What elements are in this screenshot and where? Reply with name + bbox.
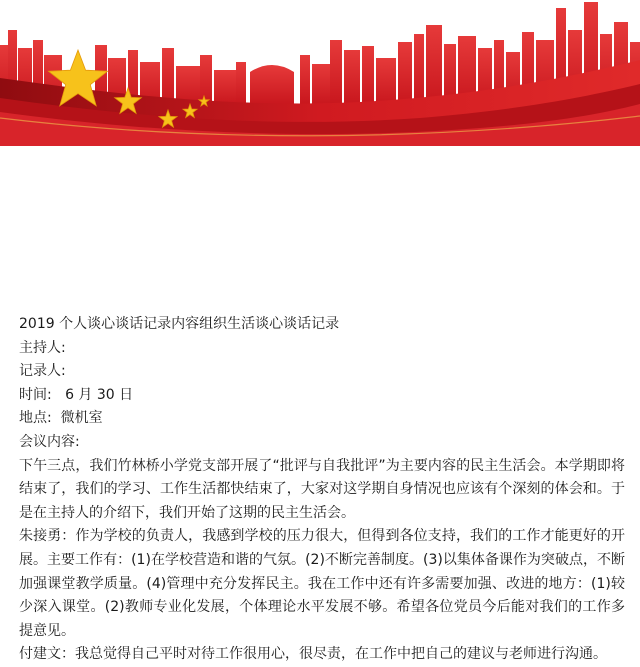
document-body [19, 313, 625, 667]
content-label: 会议内容: [19, 433, 80, 450]
recorder-label: 记录人: [19, 363, 66, 380]
paragraph: 朱接勇：作为学校的负责人，我感到学校的压力很大，但得到各位支持，我们的工作才能更好的开展。主要工作有：(1)在学校营造和谐的气氛。(2)不断完善制度。(3)以集体备课作为突破点，不断加强课堂教学质量。(4)管理中充分发挥民主。我在工作中还有许多需要加强、改进的地方：(1)较少深入课堂。(2)教师专业化发展，个体理论水平发展不够。希望各位党员今后能对我们的工作多提意见。 [19, 528, 625, 639]
paragraph: 付建文：我总觉得自己平时对待工作很用心，很尽责，在工作中把自己的建议与老师进行沟通。 [19, 646, 607, 663]
time-line: 时间: 6 月 30 日 [19, 386, 134, 403]
place-line: 地点: 微机室 [19, 410, 103, 427]
header-banner [0, 0, 640, 146]
paragraph: 下午三点，我们竹林桥小学党支部开展了“批评与自我批评”为主要内容的民主生活会。本学期即将结束了，我们的学习、工作生活都快结束了，大家对这学期自身情况也应该有个深刻的体会和。于是在主持人的介绍下，我们开始了这期的民主生活会。 [19, 457, 625, 521]
host-label: 主持人: [19, 339, 66, 356]
document-title: 2019 个人谈心谈话记录内容组织生活谈心谈话记录 [19, 316, 340, 332]
city-skyline-graphic [0, 0, 640, 146]
